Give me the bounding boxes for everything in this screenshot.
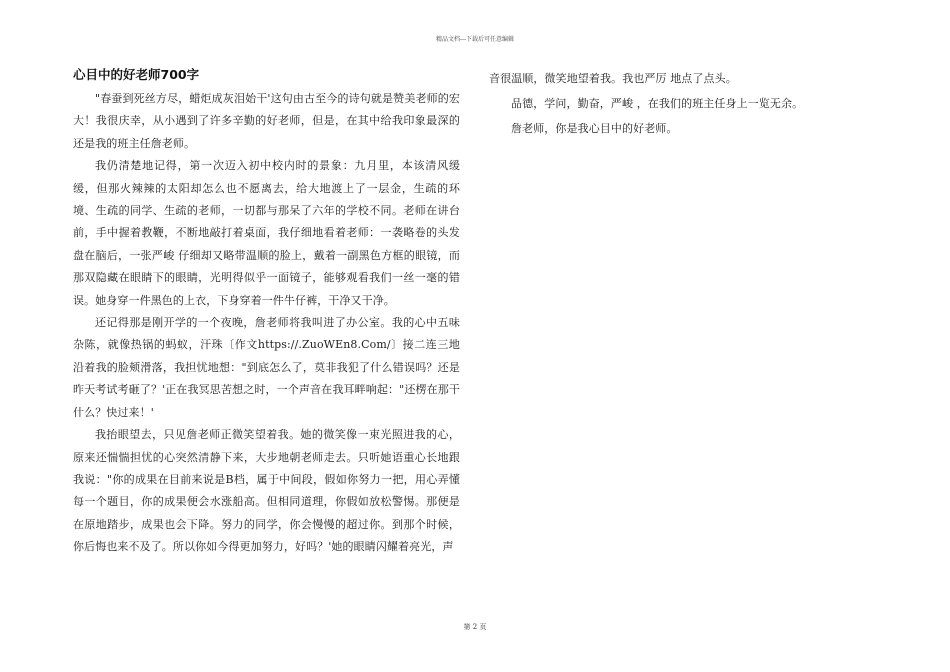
paragraph-continuation: 音很温顺，微笑地望着我。我也严厉 地点了点头。 [489,72,737,85]
paragraph: 詹老师，你是我心目中的好老师。 [511,122,678,135]
paragraph: 还记得那是刚开学的一个夜晚，詹老师将我叫进了办公室。我的心中五味杂陈，就像热锅的蚂蚁，汗珠〔作文https://.ZuoWEn8.Com/〕接二连三地沿着我的脸颊滑落，我担忧地想："到底怎么了，莫非我犯了什么错误吗？还是昨天考试考砸了？'正在我冥思苦想之时，一个声音在我耳畔响起："还楞在那干什么？快过来！' [73,316,460,419]
right-column [489,66,876,141]
paragraph: 品德，学问，勤奋，严峻 ，在我们的班主任身上一览无余。 [511,97,804,110]
paragraph: 我抬眼望去，只见詹老师正微笑望着我。她的微笑像一束光照进我的心，原来还惴惴担忧的心突然清静下来，大步地朝老师走去。只听她语重心长地跟我说："你的成果在目前来说是B档，属于中间段，假如你努力一把，用心弄懂每一个题目，你的成果便会水涨船高。但相同道理，你假如放松警惕。那便是在原地踏步，成果也会下降。努力的同学，你会慢慢的超过你。到那个时候，你后悔也来不及了。所以你如今得更加努力，好吗？'她的眼睛闪耀着亮光，声 [73,428,460,554]
paragraph: 我仍清楚地记得，第一次迈入初中校内时的景象：九月里，本该清风缓缓，但那火辣辣的太阳却怎么也不愿离去，给大地渡上了一层金，生疏的环境、生疏的同学、生疏的老师，一切都与那呆了六年的学校不同。老师在讲台前，手中握着教鞭，不断地敲打着桌面，我仔细地看着老师：一袭略卷的头发盘在脑后，一张严峻 仔细却又略带温顺的脸上，戴着一副黑色方框的眼镜，而那双隐藏在眼睛下的眼睛，光明得似乎一面镜子，能够观看我们一丝一毫的错误。她身穿一件黑色的上衣，下身穿着一件牛仔裤，干净又干净。 [73,159,460,307]
left-column [73,66,460,559]
page-header: 精品文档---下载后可任意编辑 [435,36,515,43]
document-title: 心目中的好老师700字 [73,67,200,82]
paragraph: "春蚕到死丝方尽，蜡炬成灰泪始干'这句由古至今的诗句就是赞美老师的宏大！我很庆幸，从小遇到了许多辛勤的好老师，但是，在其中给我印象最深的还是我的班主任詹老师。 [73,92,460,150]
page-number: 第 2 页 [463,623,487,631]
